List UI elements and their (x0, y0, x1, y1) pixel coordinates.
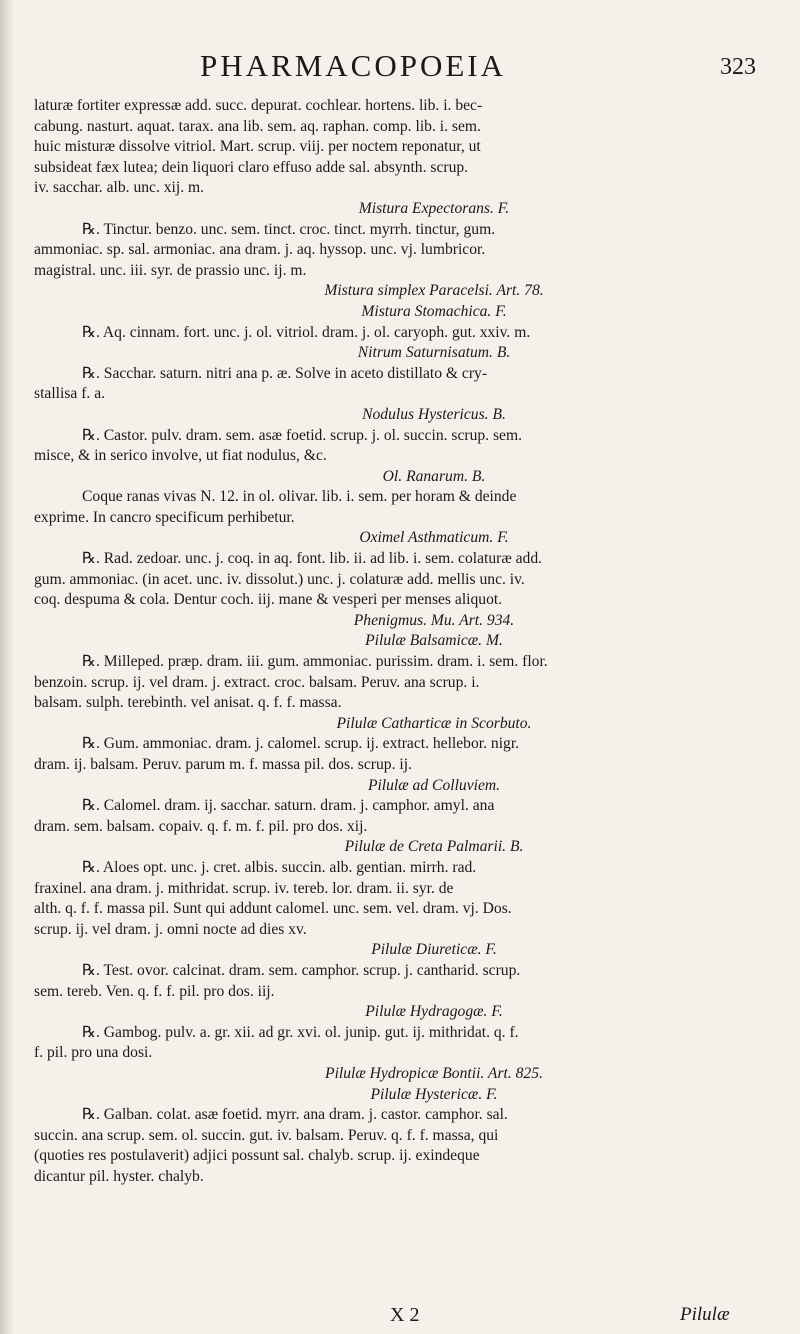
text-line: ℞. Gum. ammoniac. dram. j. calomel. scrup. ij. extract. hellebor. nigr. (82, 735, 520, 753)
text-line: scrup. ij. vel dram. j. omni nocte ad dies xv. (34, 920, 307, 938)
recipe-heading: Pilulæ Balsamicæ. M. (365, 632, 503, 650)
recipe-heading: Pilulæ Hydragogæ. F. (365, 1003, 503, 1021)
text-line: ℞. Tinctur. benzo. unc. sem. tinct. croc. tinct. myrrh. tinctur, gum. (82, 220, 496, 238)
text-line: ℞. Rad. zedoar. unc. j. coq. in aq. font. lib. ii. ad lib. i. sem. colaturæ add. (82, 550, 543, 568)
body-text (34, 96, 774, 1187)
recipe-heading: Pilulæ Diureticæ. F. (371, 941, 497, 959)
recipe-heading: Pilulæ Catharticæ in Scorbuto. (336, 714, 532, 732)
recipe-heading: Nodulus Hystericus. B. (362, 405, 506, 423)
page-footer (0, 1304, 800, 1330)
text-line: Coque ranas vivas N. 12. in ol. olivar. lib. i. sem. per horam & deinde (82, 488, 517, 506)
text-line: ammoniac. sp. sal. armoniac. ana dram. j. aq. hyssop. unc. vj. lumbricor. (34, 241, 486, 259)
text-line: benzoin. scrup. ij. vel dram. j. extract. croc. balsam. Peruv. ana scrup. i. (34, 673, 480, 691)
running-title: PHARMACOPOEIA (200, 48, 506, 83)
text-line: succin. ana scrup. sem. ol. succin. gut. iv. balsam. Peruv. q. f. f. massa, qui (34, 1126, 499, 1144)
recipe-heading: Phenigmus. Mu. Art. 934. (353, 611, 515, 629)
catchword: Pilulæ (680, 1304, 730, 1325)
recipe-heading: Ol. Ranarum. B. (382, 467, 486, 485)
text-line: misce, & in serico involve, ut fiat nodulus, &c. (34, 447, 327, 465)
text-line: dram. sem. balsam. copaiv. q. f. m. f. pil. pro dos. xij. (34, 817, 368, 835)
recipe-heading: Mistura Expectorans. F. (358, 199, 510, 217)
page-number: 323 (720, 54, 756, 80)
text-line: ℞. Sacchar. saturn. nitri ana p. æ. Solve in aceto distillato & cry- (82, 364, 488, 382)
recipe-heading: Mistura Stomachica. F. (361, 302, 507, 320)
text-line: ℞. Calomel. dram. ij. sacchar. saturn. dram. j. camphor. amyl. ana (82, 797, 495, 815)
text-line: cabung. nasturt. aquat. tarax. ana lib. sem. aq. raphan. comp. lib. i. sem. (34, 117, 481, 135)
recipe-heading: Pilulæ Hydropicæ Bontii. Art. 825. (325, 1064, 543, 1082)
text-line: gum. ammoniac. (in acet. unc. iv. dissolut.) unc. j. colaturæ add. mellis unc. iv. (34, 570, 525, 588)
text-line: (quoties res postulaverit) adjici possunt sal. chalyb. scrup. ij. exindeque (34, 1147, 480, 1165)
text-line: fraxinel. ana dram. j. mithridat. scrup. iv. tereb. lor. dram. ii. syr. de (34, 879, 454, 897)
text-line: dicantur pil. hyster. chalyb. (34, 1167, 204, 1185)
recipe-heading: Nitrum Saturnisatum. B. (357, 344, 511, 362)
text-line: ℞. Galban. colat. asæ foetid. myrr. ana dram. j. castor. camphor. sal. (82, 1106, 508, 1124)
text-line: balsam. sulph. terebinth. vel anisat. q. f. f. massa. (34, 694, 342, 712)
text-line: subsideat fæx lutea; dein liquori claro effuso adde sal. absynth. scrup. (34, 158, 469, 176)
text-line: ℞. Aq. cinnam. fort. unc. j. ol. vitriol. dram. j. ol. caryoph. gut. xxiv. m. (82, 323, 531, 341)
text-line: iv. sacchar. alb. unc. xij. m. (34, 179, 205, 197)
recipe-heading: Pilulæ ad Colluviem. (367, 776, 501, 794)
page-gutter-shadow (0, 0, 14, 1334)
text-line: ℞. Milleped. præp. dram. iii. gum. ammoniac. purissim. dram. i. sem. flor. (82, 653, 548, 671)
text-line: f. pil. pro una dosi. (34, 1044, 153, 1062)
text-line: ℞. Castor. pulv. dram. sem. asæ foetid. scrup. j. ol. succin. scrup. sem. (82, 426, 522, 444)
text-line: ℞. Aloes opt. unc. j. cret. albis. succin. alb. gentian. mirrh. rad. (82, 858, 477, 876)
text-line: dram. ij. balsam. Peruv. parum m. f. massa pil. dos. scrup. ij. (34, 756, 412, 773)
recipe-heading: Pilulæ Hystericæ. F. (370, 1085, 498, 1103)
recipe-heading: Oximel Asthmaticum. F. (359, 529, 509, 547)
text-line: huic misturæ dissolve vitriol. Mart. scrup. viij. per noctem reponatur, ut (34, 138, 481, 156)
text-line: laturæ fortiter expressæ add. succ. depurat. cochlear. hortens. lib. i. bec- (34, 97, 483, 114)
text-line: coq. despuma & cola. Dentur coch. iij. mane & vesperi per menses aliquot. (34, 591, 503, 609)
text-line: alth. q. f. f. massa pil. Sunt qui addunt calomel. unc. sem. vel. dram. vj. Dos. (34, 900, 512, 918)
text-line: sem. tereb. Ven. q. f. f. pil. pro dos. iij. (34, 982, 275, 1000)
page-header (0, 48, 800, 88)
recipe-heading: Pilulæ de Creta Palmarii. B. (344, 838, 524, 856)
recipe-heading: Mistura simplex Paracelsi. Art. 78. (324, 282, 544, 300)
text-line: ℞. Gambog. pulv. a. gr. xii. ad gr. xvi. ol. junip. gut. ij. mithridat. q. f. (82, 1023, 519, 1041)
text-line: ℞. Test. ovor. calcinat. dram. sem. camphor. scrup. j. cantharid. scrup. (82, 961, 521, 979)
text-line: exprime. In cancro specificum perhibetur. (34, 508, 295, 526)
signature-mark: X 2 (390, 1304, 420, 1326)
text-line: stallisa f. a. (34, 385, 106, 403)
text-line: magistral. unc. iii. syr. de prassio unc. ij. m. (34, 261, 307, 279)
